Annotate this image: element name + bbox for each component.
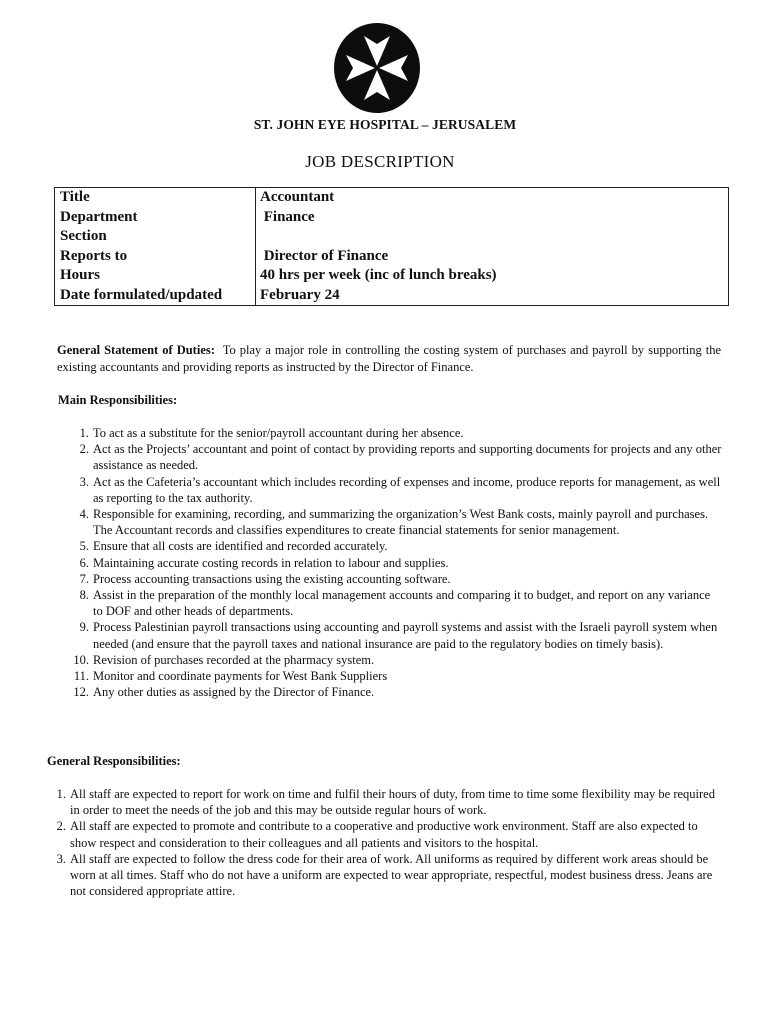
list-item-text: To act as a substitute for the senior/payroll accountant during her absence.: [93, 426, 464, 440]
list-item: [73, 652, 723, 668]
list-item: [56, 818, 720, 850]
list-item-text: Process Palestinian payroll transactions using accounting and payroll systems and assist with the Israeli payroll system when needed (and ensure that the payroll taxes and national insurance are paid to the regulatory bodies on timely basis).: [93, 620, 718, 651]
list-item-text: Process accounting transactions using the existing accounting software.: [93, 571, 451, 586]
list-item: [73, 668, 723, 684]
list-item: [56, 851, 720, 900]
table-row: [55, 286, 729, 306]
list-item-text: Act as the Projects’ accountant and point of contact by providing reports and supporting documents for projects and any other assistance as needed.: [93, 442, 722, 473]
list-item: [79, 619, 723, 651]
list-item-text: All staff are expected to promote and contribute to a cooperative and productive work environment. Staff are also expected to show respect and consideration to their colleagues and all patients and visitors to the hospital.: [70, 819, 698, 850]
table-row: [55, 208, 729, 228]
organization-name: ST. JOHN EYE HOSPITAL – JERUSALEM: [253, 117, 517, 132]
list-item: [79, 441, 723, 473]
list-number: 3.: [79, 474, 89, 489]
row-value-date: February 24: [256, 286, 729, 306]
list-item-text: Act as the Cafeteria’s accountant which includes recording of expenses and income, produce reports for management, as well as reporting to the tax authority.: [93, 474, 721, 505]
list-item: [79, 587, 723, 619]
list-number: 1.: [79, 426, 89, 440]
job-info-table: [54, 187, 729, 306]
main-responsibilities-heading: Main Responsibilities:: [58, 393, 178, 407]
row-value-reports-to: Director of Finance: [256, 247, 729, 267]
row-value-hours: 40 hrs per week (inc of lunch breaks): [256, 266, 729, 286]
table-row: [55, 227, 729, 247]
table-row: [55, 266, 729, 286]
document-title: JOB DESCRIPTION: [305, 152, 455, 171]
row-value-department: Finance: [256, 208, 729, 228]
row-label-reports-to: Reports to: [55, 247, 256, 267]
list-item-text: Ensure that all costs are identified and recorded accurately.: [93, 539, 388, 554]
list-item: [79, 555, 723, 571]
general-responsibilities-heading: General Responsibilities:: [47, 754, 181, 768]
list-number: 9.: [79, 620, 89, 635]
row-label-date: Date formulated/updated: [55, 286, 256, 306]
list-number: 2.: [79, 442, 89, 457]
list-number: 6.: [79, 555, 89, 570]
list-item-text: Any other duties as assigned by the Director of Finance.: [93, 685, 375, 700]
list-item: [79, 506, 723, 538]
list-number: 7.: [79, 571, 89, 586]
list-item-text: All staff are expected to follow the dress code for their area of work. All uniforms as required by different work areas should be worn at all times. Staff who do not have a uniform are expected to wear appropriate, respectful, modest business dress. Jeans are not considered appropriate attire.: [70, 851, 713, 899]
main-responsibilities-list: [73, 425, 723, 700]
general-statement: [57, 342, 721, 376]
row-label-section: Section: [55, 227, 256, 247]
maltese-cross-logo-icon: [333, 22, 421, 114]
table-row: [55, 247, 729, 267]
list-item-text: Assist in the preparation of the monthly local management accounts and comparing it to budget, and report on any variance to DOF and other heads of departments.: [93, 588, 711, 619]
list-number: 2.: [56, 819, 66, 834]
table-row: [55, 188, 729, 208]
row-value-title: Accountant: [256, 188, 729, 208]
list-item: [79, 571, 723, 587]
row-label-hours: Hours: [55, 266, 256, 286]
list-item-text: Responsible for examining, recording, and summarizing the organization’s West Bank costs, mainly payroll and purchases. The Accountant records and classifies expenditures to create financial statements for senior management.: [93, 507, 709, 538]
list-number: 11.: [73, 669, 89, 684]
list-number: 1.: [56, 787, 66, 801]
list-number: 12.: [73, 685, 89, 700]
general-responsibilities-list: [56, 786, 720, 899]
list-number: 10.: [73, 652, 89, 667]
list-number: 4.: [79, 507, 89, 522]
list-item-text: Revision of purchases recorded at the pharmacy system.: [93, 652, 375, 667]
list-number: 8.: [79, 588, 89, 603]
list-item-text: All staff are expected to report for work on time and fulfil their hours of duty, from time to time some flexibility may be required in order to meet the needs of the job and this may be outside regular hours of work.: [70, 787, 715, 818]
list-item: [56, 786, 720, 818]
list-item: [79, 425, 723, 441]
list-item: [79, 538, 723, 554]
list-number: 5.: [79, 539, 89, 554]
list-number: 3.: [56, 851, 66, 866]
list-item-text: Maintaining accurate costing records in relation to labour and supplies.: [93, 555, 449, 570]
row-label-department: Department: [55, 208, 256, 228]
row-label-title: Title: [55, 188, 256, 208]
list-item-text: Monitor and coordinate payments for West Bank Suppliers: [93, 669, 388, 684]
general-statement-text: To play a major role in controlling the costing system of purchases and payroll by supporting the existing accountants and providing reports as instructed by the Director of Finance.: [57, 343, 721, 374]
list-item: [73, 684, 723, 700]
general-statement-label: General Statement of Duties:: [57, 343, 215, 357]
row-value-section: [256, 227, 729, 247]
list-item: [79, 474, 723, 506]
